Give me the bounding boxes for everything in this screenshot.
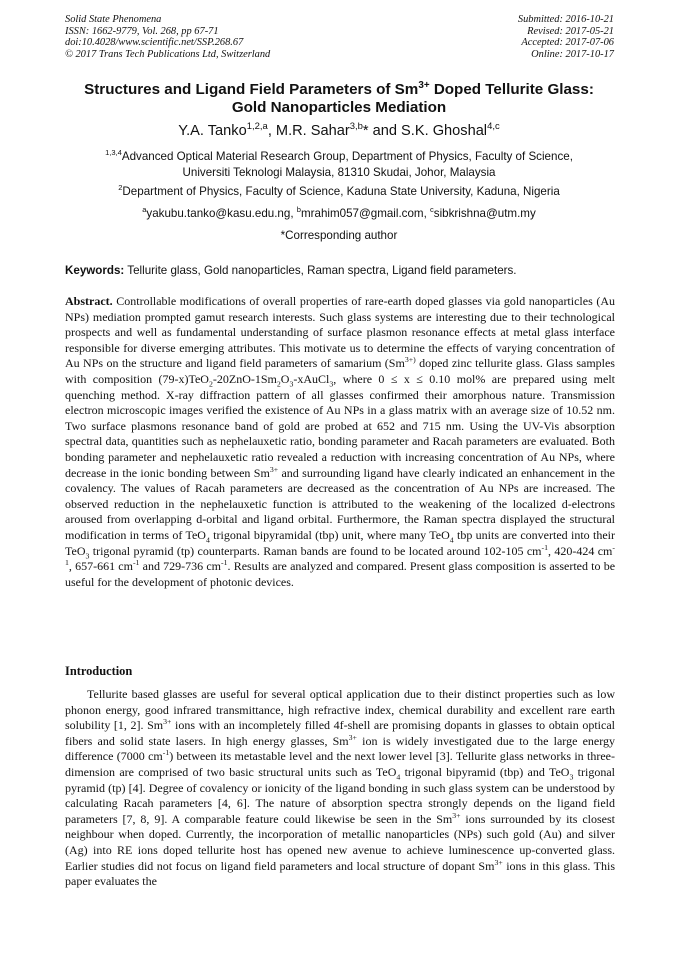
- journal-info: [65, 14, 270, 60]
- accepted-date: Accepted: 2017-07-06: [521, 37, 614, 49]
- introduction-paragraph: Tellurite based glasses are useful for several optical application due to their distinct properties such as low phonon energy, good infrared transmittance, high refractive index, chemical durability and excellent rare earth solubility [1, 2]. $Sm^{3+}$ ions with an incompletely filled 4f-shell are promising dopants in glasses to obtain optical fibers and solid state lasers. In high energy glasses, $Sm^{3+}$ ion is widely investigated due to the large energy difference (7000 $cm^{-1}$) between its metastable level and the next lower level [3]. Tellurite glass networks in three-dimension are comprised of two basic structural units such as TeO$_4$ trigonal bipyramid (tbp) and TeO$_3$ trigonal pyramid (tp) [4]. Degree of covalency or ionicity of the ligand bonding in such glass system can be understood by calculating Racah parameters [4, 6]. The nature of absorption spectra strongly depends on the ligand field parameters [7, 8, 9]. A comparable feature could likewise be seen in the $Sm^{3+}$ ions surrounded by its closest neighbour when doped. Currently, the incorporation of metallic nanoparticles (NPs) such gold (Au) and silver (Ag) into RE ions doped tellurite host has opened new avenue to achieve luminescence up-converted glass. Earlier studies did not focus on ligand field parameters and local structure of dopant $Sm^{3+}$ ions in this glass. This paper evaluates the: [65, 687, 616, 889]
- publication-dates: [518, 14, 614, 60]
- email-link[interactable]: sibkrishna@utm.my: [433, 207, 536, 220]
- online-date: Online: 2017-10-17: [531, 48, 614, 60]
- submitted-date: Submitted: 2016-10-21: [517, 14, 614, 25]
- author-list: Y.A. Tanko$^{1,2,a}$, M.R. Sahar$^{3,b}$* and S.K. Ghoshal$^{4,c}$: [178, 121, 500, 139]
- email-link[interactable]: mrahim057@gmail.com,: [300, 207, 431, 220]
- author-emails: $^a$yakubu.tanko@kasu.edu.ng, $^b$mrahim057@gmail.com, $^c$sibkrishna@utm.my: [142, 205, 536, 220]
- keywords: [65, 264, 615, 278]
- issn: ISSN: 1662-9779, Vol. 268, pp 67-71: [65, 25, 219, 37]
- email-link[interactable]: yakubu.tanko@kasu.edu.ng,: [146, 207, 297, 220]
- doi: doi:10.4028/www.scientific.net/SSP.268.67: [65, 37, 244, 49]
- paper-title: Structures and Ligand Field Parameters of $Sm^{3+}$ Doped Tellurite Glass: Gold Nanoparticles Mediation: [84, 79, 594, 116]
- journal-name: Solid State Phenomena: [65, 14, 162, 25]
- keywords-label: Keywords:: [65, 264, 125, 277]
- affiliation-2: $^2$Department of Physics, Faculty of Science, Kaduna State University, Kaduna, Nigeria: [118, 183, 560, 198]
- affiliation-1: $^{1,3,4}$Advanced Optical Material Research Group, Department of Physics, Faculty of Science, Universiti Teknologi Malaysia, 81310 Skudai, Johor, Malaysia: [105, 148, 573, 180]
- abstract-label: Abstract.: [65, 294, 113, 308]
- corresponding-author-note: *Corresponding author: [280, 229, 398, 242]
- keywords-text: Tellurite glass, Gold nanoparticles, Raman spectra, Ligand field parameters.: [124, 264, 517, 277]
- revised-date: Revised: 2017-05-21: [527, 25, 614, 37]
- copyright: © 2017 Trans Tech Publications Ltd, Switzerland: [65, 48, 271, 60]
- section-heading-introduction: Introduction: [65, 664, 133, 678]
- abstract: Abstract. Controllable modifications of overall properties of rare-earth doped glasses via gold nanoparticles (Au NPs) mediation prompted gamut research interests. Such glass systems are interesting due to their technological prospects and well as fundamental understanding of surface plasmon resonance effects at metal glass interface responsible for diverse emerging attributes. This motivate us to determine the effects of varying concentration of Au NPs on the structure and ligand field parameters of samarium ($Sm^{3+)}$ doped zinc tellurite glass. Glass samples with composition $(79-x)TeO_2-20ZnO-1Sm_2O_3-xAuCl_3$, where 0 ≤ x ≤ 0.10 mol% are prepared using melt quenching method. X-ray diffraction pattern of all glasses confirmed their amorphous nature. Transmission electron microscopic images verified the existence of Au NPs in a glass matrix with an average size of 10.52 nm. Two surface plasmons resonance band of gold are probed at 652 and 715 nm. Using the UV-Vis absorption spectral data, quantities such as nephelauxetic ratio, bonding parameter and Racah parameters are evaluated. Both bonding parameter and nephelauxetic ratio revealed a reduction with increasing concentration of Au NPs, where decrease in the ionic bonding between $Sm^{3+}$ and surrounding ligand have clearly indicated an enhancement in the covalency. The values of Racah parameters are decreased as the concentration of Au NPs are increased. The observed reduction in the nephelauxetic function is attributed to the weakening of the localized d-electrons aroused from overlapping d-orbital and ligand orbital. Furthermore, the Raman spectra displayed the structural modification in terms of TeO$_4$ trigonal bipyramidal (tbp) unit, where many TeO$_4$ tbp units are converted into their TeO$_3$ trigonal pyramid (tp) counterparts. Raman bands are found to be located around 102-105 $cm^{-1}$, 420-424 $cm^{-1}$, 657-661 $cm^{-1}$ and 729-736 $cm^{-1}$. Results are analyzed and compared. Present glass composition is asserted to be useful for the development of photonic devices.: [65, 294, 616, 589]
